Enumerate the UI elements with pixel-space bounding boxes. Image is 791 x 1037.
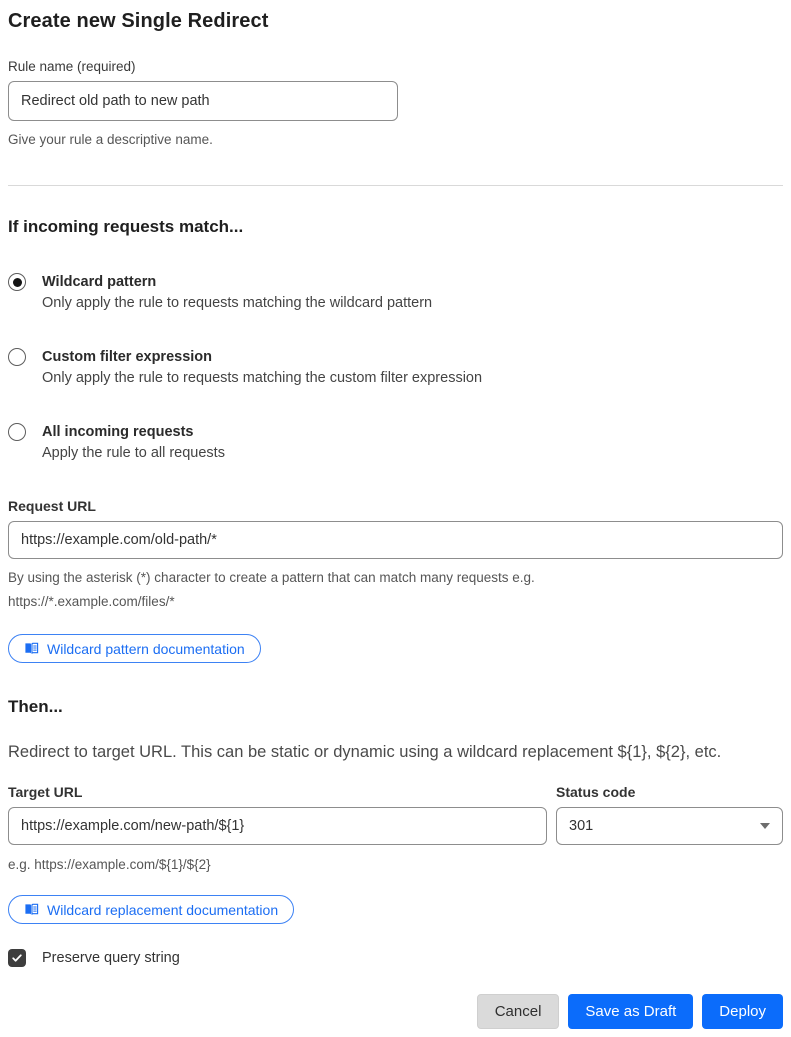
rule-name-label: Rule name (required) bbox=[8, 59, 136, 74]
radio-description: Apply the rule to all requests bbox=[42, 445, 225, 461]
status-code-label: Status code bbox=[556, 784, 636, 800]
wildcard-replacement-docs-button[interactable] bbox=[8, 895, 294, 924]
radio-description: Only apply the rule to requests matching the wildcard pattern bbox=[42, 295, 433, 311]
doc-button-label: Wildcard replacement documentation bbox=[47, 901, 279, 918]
target-url-helper: e.g. https://example.com/${1}/${2} bbox=[8, 857, 211, 872]
request-url-helper-line-1: By using the asterisk (*) character to create a pattern that can match many requests e.g. bbox=[8, 570, 535, 585]
deploy-button[interactable]: Deploy bbox=[702, 994, 783, 1029]
request-url-input[interactable] bbox=[8, 521, 783, 559]
rule-name-input[interactable] bbox=[8, 81, 398, 121]
radio-label: All incoming requests bbox=[42, 424, 194, 440]
status-code-selected-value: 301 bbox=[569, 818, 594, 834]
radio-label: Custom filter expression bbox=[42, 349, 213, 365]
request-url-helper-line-2: https://*.example.com/files/* bbox=[8, 594, 175, 609]
page-title: Create new Single Redirect bbox=[8, 10, 269, 32]
radio-description: Only apply the rule to requests matching the custom filter expression bbox=[42, 370, 483, 386]
chevron-down-icon bbox=[760, 823, 770, 829]
radio-option-wildcard-pattern[interactable] bbox=[8, 273, 783, 311]
radio-button-icon[interactable] bbox=[8, 348, 26, 366]
preserve-query-string-checkbox-row[interactable] bbox=[8, 949, 783, 967]
target-url-input[interactable] bbox=[8, 807, 547, 845]
then-section-heading: Then... bbox=[8, 697, 63, 716]
doc-button-label: Wildcard pattern documentation bbox=[47, 640, 245, 657]
open-book-icon bbox=[24, 641, 39, 656]
section-divider bbox=[8, 185, 783, 186]
target-url-label: Target URL bbox=[8, 784, 83, 800]
request-url-helper bbox=[8, 566, 783, 614]
match-section-heading: If incoming requests match... bbox=[8, 217, 244, 236]
wildcard-pattern-docs-button[interactable] bbox=[8, 634, 261, 663]
status-code-select[interactable] bbox=[556, 807, 783, 845]
request-url-label: Request URL bbox=[8, 498, 96, 514]
radio-option-all-incoming-requests[interactable] bbox=[8, 423, 783, 461]
radio-label: Wildcard pattern bbox=[42, 274, 157, 290]
target-url-status-row bbox=[8, 758, 783, 877]
save-as-draft-button[interactable]: Save as Draft bbox=[568, 994, 693, 1029]
open-book-icon bbox=[24, 902, 39, 917]
footer-actions bbox=[8, 994, 783, 1029]
radio-option-custom-filter-expression[interactable] bbox=[8, 348, 783, 386]
checkbox-checked-icon[interactable] bbox=[8, 949, 26, 967]
cancel-button[interactable]: Cancel bbox=[477, 994, 560, 1029]
then-section-description: Redirect to target URL. This can be static or dynamic using a wildcard replacement ${1}, ${2}, etc. bbox=[8, 743, 722, 761]
match-type-radio-group bbox=[8, 273, 783, 461]
rule-name-helper: Give your rule a descriptive name. bbox=[8, 132, 213, 147]
radio-button-icon[interactable] bbox=[8, 423, 26, 441]
radio-button-icon[interactable] bbox=[8, 273, 26, 291]
preserve-query-string-label: Preserve query string bbox=[42, 950, 180, 966]
